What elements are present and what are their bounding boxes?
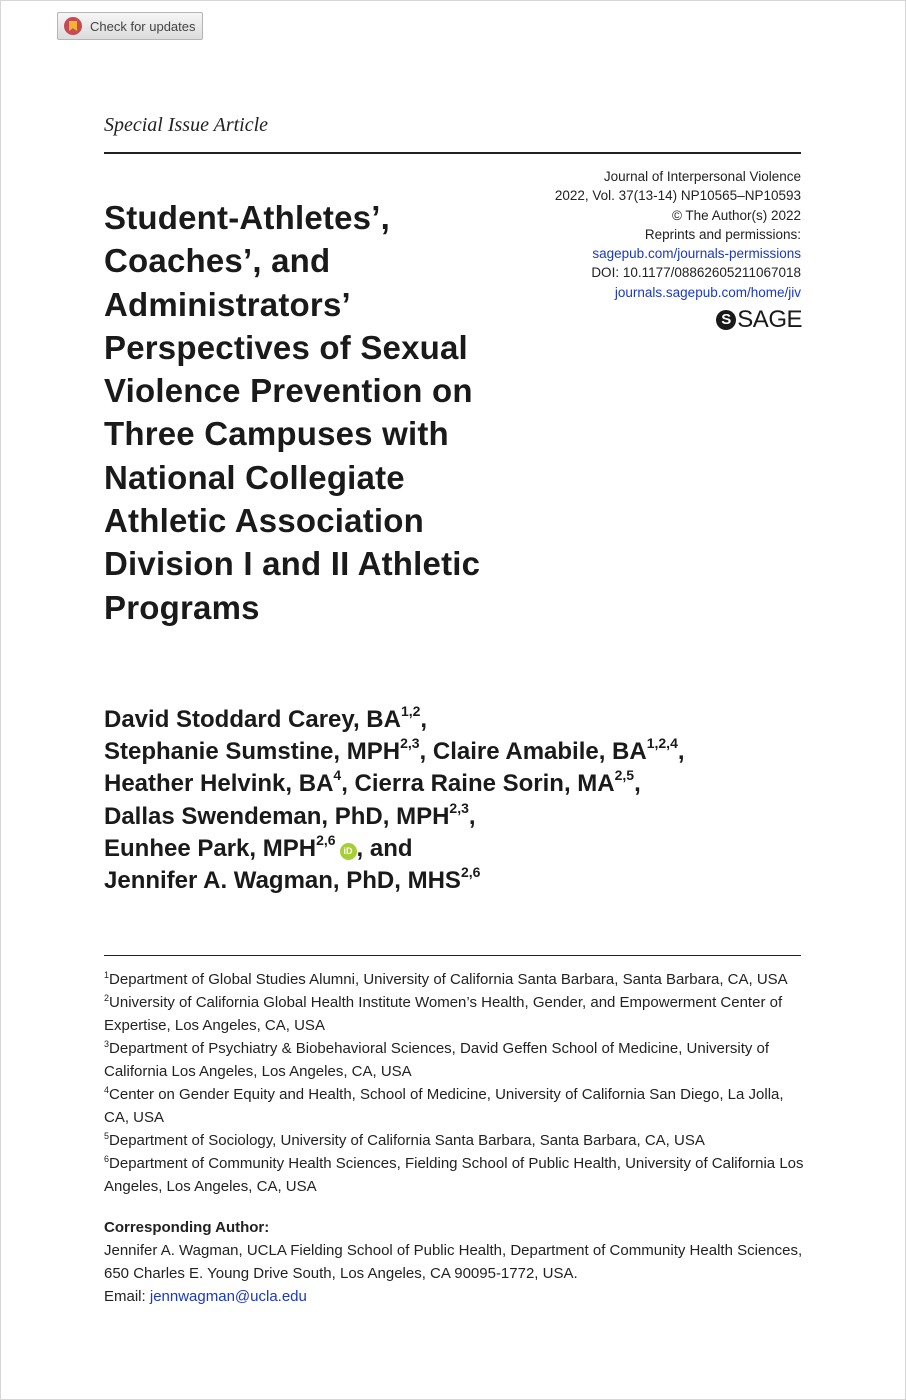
author-affiliation-numbers: 2,6 (316, 831, 336, 848)
author-line (104, 768, 824, 800)
journal-homepage-link[interactable]: journals.sagepub.com/home/jiv (614, 284, 801, 300)
email-link[interactable]: jennwagman@ucla.edu (149, 1288, 307, 1305)
corresponding-author-heading: Corresponding Author: (104, 1219, 270, 1236)
author-name: Cierra Raine Sorin, MA (354, 770, 615, 798)
affiliation-text: University of California Global Health Institute Women’s Health, Gender, and Empowerment Center of Expertise, Los Angeles, CA, USA (104, 994, 783, 1034)
orcid-icon[interactable]: iD (340, 843, 357, 860)
reprints-label: Reprints and permissions: (644, 226, 801, 242)
author-separator: , (419, 738, 427, 766)
author-name: Jennifer A. Wagman, PhD, MHS (104, 867, 461, 895)
corresponding-author-email-line (104, 1285, 804, 1308)
title-line: Administrators’ (104, 285, 351, 323)
affiliation-item (104, 1129, 804, 1152)
author-name: Stephanie Sumstine, MPH (104, 738, 401, 766)
affiliations-list (104, 968, 804, 1198)
affiliation-number: 3 (104, 1039, 110, 1049)
author-affiliation-numbers: 4 (333, 767, 342, 784)
affiliation-item (104, 1152, 804, 1198)
affiliation-number: 6 (104, 1154, 110, 1164)
author-separator: , (468, 802, 476, 830)
affiliation-item (104, 968, 804, 991)
affiliation-text: Center on Gender Equity and Health, School of Medicine, University of California San Diego, La Jolla, CA, USA (104, 1086, 784, 1126)
title-line: National Collegiate (104, 458, 405, 496)
author-separator: , (341, 770, 348, 798)
corresponding-author (104, 1216, 804, 1308)
author-line (104, 833, 824, 865)
title-line: Programs (104, 588, 260, 626)
title-line: Perspectives of Sexual (104, 328, 468, 366)
affiliation-number: 5 (104, 1131, 110, 1141)
corresponding-author-address: Jennifer A. Wagman, UCLA Fielding School of Public Health, Department of Community Health Sciences, 650 Charles E. Young Drive South, Los Angeles, CA 90095-1772, USA. (104, 1242, 803, 1282)
sage-logo-icon: S (716, 310, 736, 330)
author-name: Eunhee Park, MPH (104, 834, 317, 862)
check-for-updates-label: Check for updates (90, 18, 196, 34)
sage-logo (716, 306, 802, 334)
doi: DOI: 10.1177/08862605211067018 (591, 265, 801, 281)
title-line: Violence Prevention on (104, 372, 473, 410)
author-name: Claire Amabile, BA (432, 738, 647, 766)
email-label: Email: (104, 1288, 146, 1305)
affiliation-item (104, 1037, 804, 1083)
journal-name: Journal of Interpersonal Violence (603, 169, 801, 184)
affiliation-text: Department of Community Health Sciences, Fielding School of Public Health, University of California Los Angeles, Los Angeles, CA, USA (104, 1155, 804, 1195)
title-line: Coaches’, and (104, 242, 331, 280)
author-line (104, 736, 824, 768)
title-line: Division I and II Athletic (104, 545, 481, 583)
author-name: Heather Helvink, BA (104, 770, 334, 798)
affiliation-text: Department of Psychiatry & Biobehavioral Sciences, David Geffen School of Medicine, University of California Los Angeles, Los Angeles, CA, USA (104, 1040, 770, 1080)
author-separator: , (634, 770, 641, 798)
affiliation-item (104, 991, 804, 1037)
author-line (104, 865, 824, 897)
author-separator: , and (356, 834, 413, 862)
affiliation-item (104, 1083, 804, 1129)
author-affiliation-numbers: 2,3 (400, 735, 420, 752)
affiliation-text: Department of Global Studies Alumni, University of California Santa Barbara, Santa Barbara, CA, USA (109, 971, 788, 988)
header-divider (104, 152, 801, 154)
title-line: Three Campuses with (104, 415, 449, 453)
affiliation-number: 2 (104, 993, 110, 1003)
author-name: Dallas Swendeman, PhD, MPH (104, 802, 450, 830)
sage-logo-text: SAGE (737, 306, 802, 333)
author-name: David Stoddard Carey, BA (104, 706, 401, 733)
author-affiliation-numbers: 2,6 (460, 864, 481, 881)
crossmark-icon (64, 17, 82, 35)
article-title (104, 196, 574, 629)
author-separator: , (677, 738, 685, 766)
author-line (104, 704, 824, 736)
author-list (104, 704, 824, 897)
affiliation-text: Department of Sociology, University of California Santa Barbara, Santa Barbara, CA, USA (109, 1132, 705, 1149)
permissions-link[interactable]: sagepub.com/journals-permissions (592, 246, 801, 262)
author-line (104, 801, 824, 833)
author-separator: , (420, 706, 428, 733)
journal-citation: 2022, Vol. 37(13-14) NP10565–NP10593 (554, 188, 801, 204)
author-affiliation-numbers: 2,5 (614, 767, 635, 784)
check-for-updates-button[interactable] (57, 12, 203, 40)
author-affiliation-numbers: 1,2 (400, 703, 421, 719)
author-affiliation-numbers: 1,2,4 (646, 735, 678, 752)
affiliation-number: 4 (104, 1085, 110, 1095)
author-affiliation-numbers: 2,3 (449, 799, 469, 816)
article-type: Special Issue Article (104, 114, 269, 136)
affiliation-number: 1 (104, 970, 110, 980)
title-line: Student-Athletes’, (104, 199, 390, 236)
affiliations-divider (104, 955, 801, 956)
title-line: Athletic Association (104, 502, 424, 540)
journal-copyright: © The Author(s) 2022 (671, 207, 801, 223)
